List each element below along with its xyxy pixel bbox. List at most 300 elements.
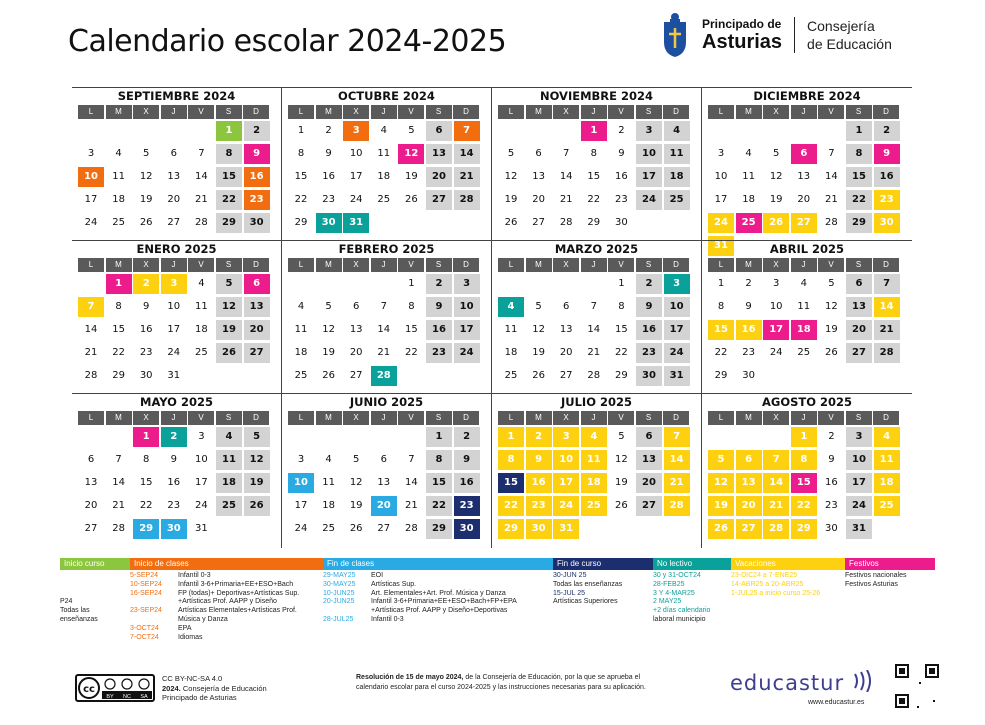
month-7 [702,240,912,395]
day-cell: 18 [742,194,755,205]
legend-row [323,590,553,599]
day-cell: 19 [244,473,270,493]
day-cell: 11 [322,477,335,488]
weekday-label: M [106,411,132,425]
legend-key: Festivos Asturias [845,580,898,588]
day-cell: 27 [846,343,872,363]
weekday-label: M [736,411,762,425]
day-cell: 28 [112,523,125,534]
day-cell: 8 [618,301,625,312]
legend-row [60,616,130,625]
day-cell: 10 [636,144,662,164]
day-cell: 2 [133,274,159,294]
legend-key [60,572,130,581]
weekday-label: S [846,105,872,119]
day-cell: 7 [563,148,570,159]
resolution-title: Resolución de 15 de mayo 2024, [356,674,464,681]
legend-row [845,572,935,581]
day-cell: 16 [874,167,900,187]
day-cell: 9 [745,301,752,312]
legend-value: Art. Elementales+Art. Prof. Música y Danza [371,589,506,597]
weekday-label: L [288,105,314,119]
weekday-label: L [78,258,104,272]
day-cell: 27 [349,370,363,381]
day-cell: 31 [846,519,872,539]
weekday-label: S [216,105,242,119]
signal-waves-icon [852,670,876,692]
day-cell: 4 [498,297,524,317]
day-cell: 28 [371,366,397,386]
weekday-label: L [288,258,314,272]
day-cell: 24 [846,496,872,516]
legend-row [130,625,323,634]
day-cell: 31 [708,236,734,256]
legend-row [323,607,553,616]
brand-text [702,17,782,53]
day-cell: 11 [797,301,811,312]
day-cell: 25 [797,347,811,358]
day-cell: 9 [618,148,625,159]
day-cell: 20 [846,320,872,340]
day-cell: 7 [78,297,104,317]
day-cell: 13 [84,477,98,488]
legend-body [553,570,653,607]
license-year: 2024. [162,683,181,693]
legend-key: +2 días calendario [653,607,711,615]
legend-key: P24 [60,598,73,606]
weekday-label: V [398,258,424,272]
day-cell: 19 [825,324,838,335]
day-cell: 6 [353,301,360,312]
legend-row [653,607,731,616]
weekday-label: X [133,105,159,119]
weekday-label: J [581,258,607,272]
day-cell: 25 [195,347,208,358]
day-cell: 4 [198,278,205,289]
weekday-label: D [663,105,689,119]
day-cell: 2 [325,125,332,136]
day-cell: 19 [504,194,518,205]
day-cell: 26 [322,370,335,381]
weekday-label: S [636,105,662,119]
day-cell: 6 [244,274,270,294]
brand-header [660,10,892,60]
month-name: DICIEMBRE 2024 [753,89,861,103]
cc-label-by: BY [106,694,114,700]
weekday-label: J [161,105,187,119]
month-4 [72,240,282,395]
day-cell: 3 [87,148,95,159]
legend-value: Música y Danza [178,615,228,623]
legend-row [130,607,323,616]
day-cell: 3 [664,274,690,294]
day-cell: 27 [736,519,762,539]
day-cell: 14 [112,477,125,488]
weekday-label: J [791,411,817,425]
day-cell: 5 [773,148,780,159]
day-cell: 17 [664,320,690,340]
legend-row [653,616,731,625]
day-cell: 17 [167,324,181,335]
day-cell: 26 [615,500,628,511]
day-cell: 16 [454,473,480,493]
day-cell: 8 [717,301,725,312]
weekday-header [702,105,912,121]
weekday-label: L [708,258,734,272]
day-cell: 4 [297,301,305,312]
day-cell: 20 [167,194,181,205]
day-cell: 18 [112,194,125,205]
day-cell: 30 [636,366,662,386]
day-cell: 31 [343,213,369,233]
legend-row [60,572,130,581]
day-cell: 19 [405,171,418,182]
day-cell: 13 [244,297,270,317]
legend-column [323,558,553,625]
day-cell: 27 [636,496,662,516]
weekday-label: S [216,411,242,425]
day-cell: 17 [714,194,728,205]
weekday-label: X [343,105,369,119]
weekday-header [282,105,491,121]
day-cell: 28 [587,370,601,381]
weekday-label: J [371,105,397,119]
day-cell: 10 [553,450,579,470]
day-cell: 17 [454,320,480,340]
day-cell: 2 [244,121,270,141]
day-cell: 14 [405,477,418,488]
weekday-label: J [581,105,607,119]
weekday-label: L [78,411,104,425]
day-cell: 1 [498,427,524,447]
brand-divider [794,17,795,53]
month-10 [492,393,702,548]
day-cell: 22 [139,500,153,511]
day-cell: 5 [244,427,270,447]
weekday-label: M [736,105,762,119]
day-cell: 1 [297,125,305,136]
day-cell: 14 [825,171,838,182]
day-cell: 15 [294,171,308,182]
day-cell: 26 [504,217,518,228]
legend-key: 1-JUL25 a inicio curso 25-26 [731,589,821,597]
legend-value: Infantil 0-3 [178,572,211,579]
day-cell: 1 [216,121,242,141]
weekday-label: V [818,258,844,272]
day-cell: 11 [195,301,208,312]
day-cell: 6 [380,454,387,465]
legend-row [553,598,653,607]
day-cell: 20 [349,347,363,358]
day-cell: 7 [454,121,480,141]
legend-row [653,590,731,599]
day-cell: 26 [825,347,838,358]
day-cell: 30 [874,213,900,233]
day-cell: 1 [133,427,159,447]
day-cell: 22 [498,496,524,516]
license-owner: Consejería de Educación [182,683,267,693]
legend-row [60,590,130,599]
month-11 [702,393,912,548]
day-cell: 6 [87,454,95,465]
day-cell: 29 [587,217,601,228]
day-cell: 17 [349,171,363,182]
day-cell: 7 [115,454,122,465]
weekday-label: M [316,105,342,119]
day-cell: 25 [874,496,900,516]
day-cell: 13 [797,171,811,182]
weekday-label: L [288,411,314,425]
day-cell: 8 [408,301,415,312]
weekday-label: M [106,105,132,119]
day-cell: 10 [349,148,363,159]
legend-key: 5-SEP24 [130,572,159,579]
day-cell: 2 [745,278,752,289]
weekday-label: L [78,105,104,119]
legend-key: 15-JUL 25 [553,589,586,597]
weekday-label: X [343,411,369,425]
weekday-header [72,411,281,427]
weekday-header [492,258,701,274]
weekday-label: D [663,258,689,272]
legend-key: 14-ABR25 a 20-ABR25 [731,580,804,588]
day-cell: 21 [195,194,208,205]
day-cell: 28 [825,217,838,228]
license-line-3: Principado de Asturias [162,693,237,702]
day-cell: 28 [454,190,480,210]
day-cell: 29 [112,370,125,381]
day-cell: 5 [408,125,415,136]
legend-row [731,590,845,599]
day-cell: 10 [167,301,181,312]
day-cell: 11 [504,324,518,335]
day-cell: 15 [426,473,452,493]
resolution-text [356,673,656,692]
weekday-label: D [873,411,899,425]
day-cell: 3 [773,278,780,289]
day-cell: 12 [615,454,628,465]
day-cell: 11 [874,450,900,470]
legend-row [845,581,935,590]
legend-row [130,598,323,607]
legend-row [653,581,731,590]
day-cell: 23 [526,496,552,516]
legend-row [130,572,323,581]
legend-body [60,570,130,625]
day-cell: 7 [590,301,597,312]
day-cell: 6 [791,144,817,164]
day-cell: 9 [170,454,177,465]
weekday-label: M [316,411,342,425]
day-cell: 10 [454,297,480,317]
legend-row [553,590,653,599]
day-cell: 24 [167,347,181,358]
legend-key: 3-OCT24 [130,624,159,632]
legend-title: No lectivo [653,558,731,570]
day-cell: 14 [874,297,900,317]
day-cell: 13 [377,477,391,488]
weekday-label: S [636,258,662,272]
day-cell: 20 [636,473,662,493]
day-cell: 8 [498,450,524,470]
legend-title: Festivos [845,558,935,570]
day-cell: 8 [115,301,122,312]
day-cell: 3 [454,274,480,294]
day-cell: 11 [216,450,242,470]
weekday-label: D [873,258,899,272]
day-cell: 25 [736,213,762,233]
day-cell: 6 [535,148,542,159]
day-cell: 13 [846,297,872,317]
day-cell: 13 [426,144,452,164]
day-cell: 6 [736,450,762,470]
month-name: FEBRERO 2025 [338,242,435,256]
weekday-label: M [526,258,552,272]
day-cell: 5 [618,431,625,442]
day-cell: 16 [526,473,552,493]
day-cell: 19 [708,496,734,516]
day-cell: 18 [504,347,518,358]
department-line-1: Consejería [807,18,875,34]
legend-row [130,634,323,643]
legend-key [323,607,371,616]
day-cell: 21 [825,194,838,205]
day-cell: 2 [454,427,480,447]
day-cell: 22 [426,496,452,516]
day-cell: 15 [615,324,628,335]
weekday-label: V [398,411,424,425]
day-cell: 2 [618,125,625,136]
weekday-label: J [161,258,187,272]
day-cell: 30 [139,370,153,381]
weekday-label: X [553,105,579,119]
month-name: OCTUBRE 2024 [338,89,435,103]
day-cell: 6 [636,427,662,447]
day-cell: 26 [708,519,734,539]
weekday-label: M [316,258,342,272]
legend-key: 16-SEP24 [130,589,162,597]
day-cell: 7 [763,450,789,470]
legend-key: laboral municipio [653,615,706,623]
day-cell: 18 [195,324,208,335]
day-cell: 25 [504,370,518,381]
month-name: AGOSTO 2025 [761,395,853,409]
day-cell: 28 [195,217,208,228]
license-text [162,674,267,703]
day-cell: 22 [587,194,601,205]
day-cell: 8 [791,450,817,470]
day-cell: 13 [167,171,181,182]
month-name: MAYO 2025 [140,395,213,409]
cc-label-sa: SA [140,694,148,700]
legend-row [553,572,653,581]
day-cell: 21 [454,167,480,187]
day-cell: 20 [244,320,270,340]
day-cell: 3 [161,274,187,294]
month-name: JULIO 2025 [560,395,632,409]
day-cell: 21 [377,347,391,358]
day-cell: 19 [615,477,628,488]
day-cell: 6 [426,121,452,141]
day-cell: 13 [532,171,545,182]
day-cell: 30 [454,519,480,539]
month-9 [282,393,492,548]
day-cell: 5 [828,278,835,289]
license-line-1: CC BY-NC-SA 4.0 [162,674,223,683]
weekday-label: L [498,258,524,272]
day-cell: 10 [195,454,208,465]
day-cell: 24 [349,194,363,205]
day-cell: 11 [294,324,308,335]
day-cell: 19 [532,347,545,358]
day-cell: 3 [717,148,725,159]
day-cell: 28 [84,370,98,381]
day-cell: 24 [454,343,480,363]
day-cell: 11 [581,450,607,470]
month-name: NOVIEMBRE 2024 [539,89,654,103]
day-cell: 26 [139,217,153,228]
day-cell: 22 [791,496,817,516]
legend-key: 30-JUN 25 [553,572,587,579]
legend-row [60,581,130,590]
day-cell: 16 [636,320,662,340]
day-cell: 27 [426,190,452,210]
day-cell: 3 [636,121,662,141]
qr-code-icon [895,664,939,708]
day-cell: 10 [664,297,690,317]
day-cell: 28 [664,496,690,516]
day-cell: 30 [316,213,342,233]
weekday-label: D [453,411,479,425]
legend-column [60,558,130,625]
day-cell: 19 [769,194,783,205]
legend-row [323,572,553,581]
day-cell: 24 [195,500,208,511]
day-cell: 13 [636,450,662,470]
day-cell: 11 [112,171,125,182]
day-cell: 27 [559,370,573,381]
department-line-2: de Educación [807,36,892,52]
day-cell: 5 [708,450,734,470]
day-cell: 16 [139,324,153,335]
weekday-label: D [243,105,269,119]
day-cell: 20 [532,194,545,205]
legend-key: 10-SEP24 [130,580,162,588]
day-cell: 17 [294,500,308,511]
legend-key: 28-JUL25 [323,615,354,623]
day-cell: 8 [216,144,242,164]
day-cell: 22 [216,190,242,210]
day-cell: 8 [590,148,597,159]
day-cell: 9 [325,148,332,159]
weekday-header [282,411,491,427]
day-cell: 11 [742,171,755,182]
day-cell: 15 [791,473,817,493]
day-cell: 18 [294,347,308,358]
day-cell: 10 [769,301,783,312]
day-cell: 12 [504,171,518,182]
department [807,17,892,53]
day-cell: 23 [426,343,452,363]
legend-key [130,598,178,607]
day-cell: 20 [559,347,573,358]
weekday-label: D [663,411,689,425]
day-cell: 25 [216,496,242,516]
day-cell: 27 [84,523,98,534]
educastur-url[interactable]: www.educastur.es [808,699,865,706]
day-cell: 4 [581,427,607,447]
legend-row [60,598,130,607]
